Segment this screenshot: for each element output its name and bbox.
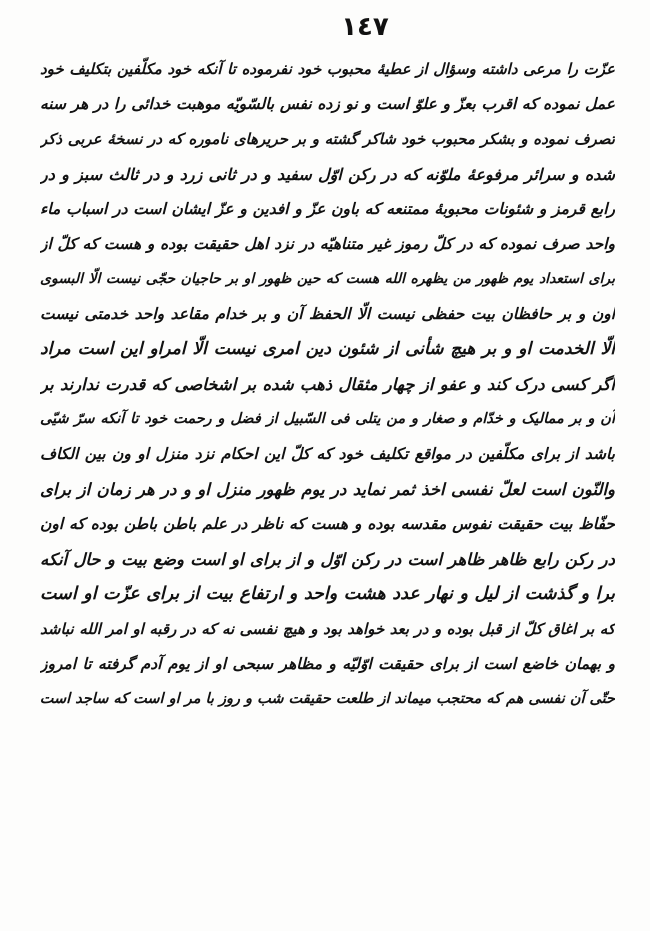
- text-line: که بر اغاق کلّ از قبل بوده و در بعد خواهد بود و هیچ نفسی نه که در رقبه او امر الله نباشد: [40, 620, 615, 638]
- text-line: شده و سرائر مرفوعهٔ ملوّنه که در رکن اوّل سفید و در ثانی زرد و در ثالث سبز و در: [40, 165, 615, 184]
- text-line: حفّاظ بیت حقیقت نفوس مقدسه بوده و هست که ناظر در علم باطن باطن بوده که اون: [40, 515, 615, 533]
- page-number: ١٤٧: [341, 12, 389, 42]
- text-line: برا و گذشت از لیل و نهار عدد هشت واحد و ارتفاع بیت از برای عزّت او است: [40, 584, 615, 604]
- text-line: عمل نموده که اقرب بعزّ و علوّ است و نو زده نفس بالسّویّه موهبت خدائی را در هر سنه: [40, 95, 615, 113]
- text-line: الّا الخدمت او و بر هیچ شأنی از شئون دین امری نیست الّا امراو این است مراد: [40, 339, 615, 359]
- text-line: رابع قرمز و شئونات محبوبهٔ ممتنعه که باون عزّ و افدین و عزّ ایشان است در اسباب ماء: [40, 200, 615, 218]
- text-line: اون و بر حافظان بیت حفظی نیست الّا الحفظ آن و بر خدام مقاعد واحد خدمتی نیست: [40, 305, 615, 323]
- text-line: در رکن رابع ظاهر ظاهر است در رکن اوّل و از برای او است وضع بیت و حال آنکه: [40, 550, 615, 569]
- text-line: واحد صرف نموده که در کلّ رموز غیر متناهیّه در نزد اهل حقیقت بوده و هست که کلّ از: [40, 235, 615, 253]
- text-line: برای استعداد یوم ظهور من یظهره الله هست که حین ظهور او بر حاجیان حجّی نیست الّا البسوی: [40, 271, 615, 287]
- text-line: تصرف نموده و بشکر محبوب خود شاکر گشته و بر حریرهای ناموره که در نسخهٔ عربی ذکر: [40, 130, 615, 148]
- text-line: باشد از برای مکلّفین در مواقع تکلیف خود که کلّ این احکام نزد منزل او ون بین الکاف: [40, 445, 615, 463]
- text-line: حتّی آن نفسی هم که محتجب میماند از طلعت حقیقت شب و روز با مر او است که ساجد است: [40, 691, 615, 707]
- text-line: آن و بر ممالیک و خدّام و صغار و من یتلی فی السّبیل از فضل و رحمت خود تا آنکه سرّ شیّی: [40, 411, 615, 427]
- text-line: و بهمان خاضع است از برای حقیقت اوّلیّه و مظاهر سبحی او از یوم آدم گرفته تا امروز: [40, 655, 615, 673]
- body-text: [40, 52, 615, 717]
- text-line: عزّت را مرعی داشته وسؤال از عطیهٔ محبوب خود نفرموده تا آنکه خود مکلّفین بتکلیف خود: [40, 60, 615, 78]
- text-line: اگر کسی درک کند و عفو از چهار مثقال ذهب شده بر اشخاصی که قدرت ندارند بر: [40, 375, 615, 394]
- text-line: والنّون است لعلّ نفسی اخذ ثمر نماید در یوم ظهور منزل او و در هر زمان از برای: [40, 480, 615, 499]
